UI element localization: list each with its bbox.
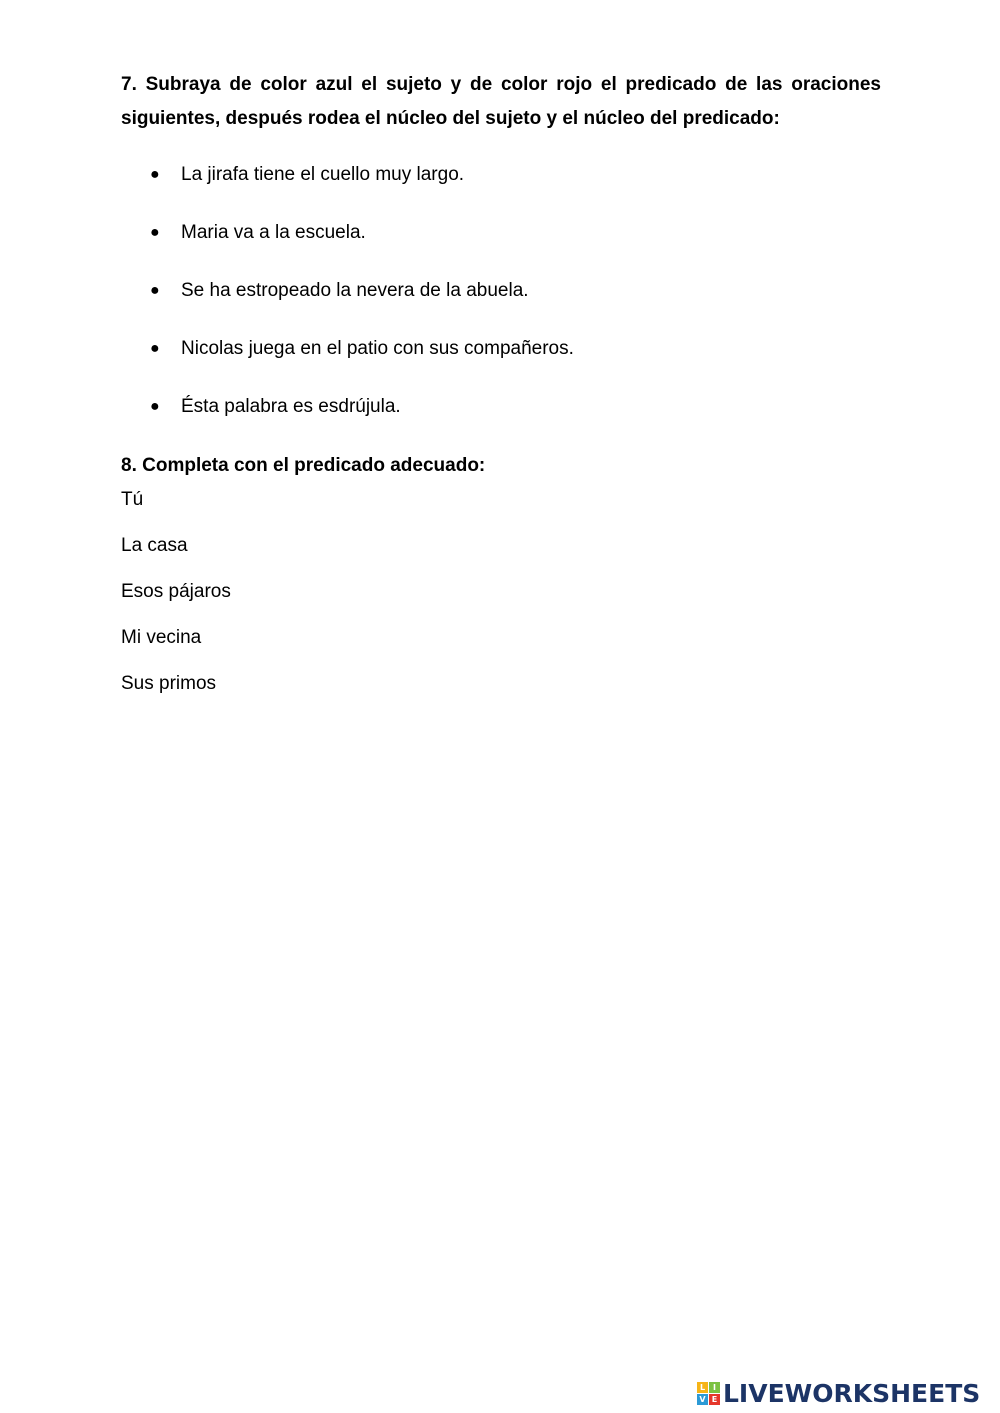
liveworksheets-logo-icon	[697, 1382, 720, 1405]
question-8-heading: 8. Completa con el predicado adecuado:	[121, 455, 486, 476]
subject-item: Sus primos	[121, 673, 217, 694]
list-item	[150, 218, 574, 276]
question-7-heading: 7. Subraya de color azul el sujeto y de color rojo el predicado de las oraciones siguientes, después rodea el núcleo del sujeto y el núcleo del predicado:	[121, 74, 881, 129]
sentence-text: Se ha estropeado la nevera de la abuela.	[181, 280, 529, 301]
bullet-icon: ●	[150, 398, 160, 415]
subject-item: La casa	[121, 535, 188, 556]
bullet-icon: ●	[150, 224, 160, 241]
list-item	[150, 392, 574, 450]
logo-mark-letter: E	[709, 1394, 720, 1405]
list-item	[150, 160, 574, 218]
subject-item: Mi vecina	[121, 627, 202, 648]
sentence-text: Nicolas juega en el patio con sus compañeros.	[181, 338, 574, 359]
bullet-icon: ●	[150, 340, 160, 357]
logo-mark-letter: V	[697, 1394, 708, 1405]
sentence-text: La jirafa tiene el cuello muy largo.	[181, 164, 465, 185]
logo-mark-letter: L	[697, 1382, 708, 1393]
subject-item: Esos pájaros	[121, 581, 231, 602]
question-8-subject-list	[121, 485, 231, 715]
sentence-text: Maria va a la escuela.	[181, 222, 366, 243]
bullet-icon: ●	[150, 282, 160, 299]
sentence-text: Ésta palabra es esdrújula.	[181, 396, 401, 417]
logo-text: LIVEWORKSHEETS	[723, 1378, 981, 1408]
list-item	[150, 276, 574, 334]
bullet-icon: ●	[150, 166, 160, 183]
list-item	[150, 334, 574, 392]
subject-item: Tú	[121, 489, 144, 510]
question-7-sentence-list	[150, 160, 574, 450]
liveworksheets-logo	[697, 1378, 980, 1408]
logo-mark-letter: I	[709, 1382, 720, 1393]
